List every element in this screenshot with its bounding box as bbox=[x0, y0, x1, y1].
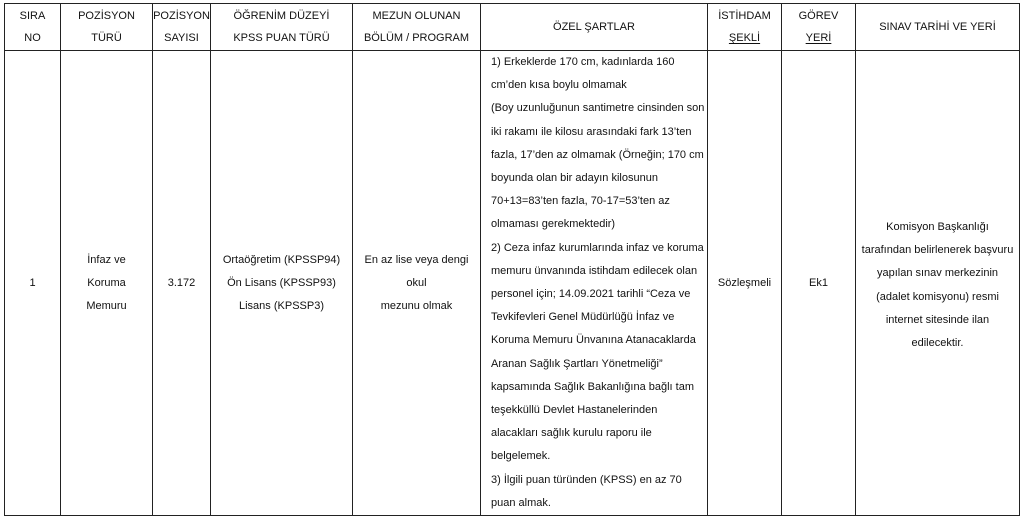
cell-line: Koruma bbox=[87, 276, 126, 289]
header-line: İSTİHDAM bbox=[718, 10, 771, 22]
cell-exam-info bbox=[856, 51, 1020, 516]
header-sira-no bbox=[5, 4, 61, 51]
cell-duty-location: Ek1 bbox=[782, 51, 856, 516]
header-line: KPSS PUAN TÜRÜ bbox=[233, 32, 330, 44]
condition-line: memuru ünvanında istihdam edilecek olan bbox=[491, 264, 698, 277]
exam-line: tarafından belirlenerek başvuru bbox=[861, 244, 1014, 257]
condition-line: 2) Ceza infaz kurumlarında infaz ve koruma bbox=[491, 241, 704, 254]
header-line: ŞEKLİ bbox=[728, 32, 761, 44]
header-sinav-tarihi-ve-yeri bbox=[856, 4, 1020, 51]
header-line: GÖREV bbox=[798, 10, 839, 22]
condition-line: alacakları sağlık kurulu raporu ile bbox=[491, 427, 652, 440]
condition-line: iki rakamı ile kilosu arasındaki fark 13’ten bbox=[491, 125, 692, 138]
condition-line: teşekküllü Devlet Hastanelerinden bbox=[491, 404, 658, 417]
cell-special-conditions bbox=[481, 51, 708, 516]
exam-line: internet sitesinde ilan bbox=[885, 313, 990, 326]
header-line: ÖZEL ŞARTLAR bbox=[553, 21, 635, 33]
header-pozisyon-turu bbox=[61, 4, 153, 51]
header-row bbox=[5, 4, 1020, 51]
exam-line: Komisyon Başkanlığı bbox=[886, 221, 989, 233]
condition-line: Tevkifevleri Genel Müdürlüğü İnfaz ve bbox=[491, 311, 675, 324]
cell-program bbox=[353, 51, 481, 516]
condition-line: 70+13=83’ten fazla, 70-17=53’ten az bbox=[491, 195, 670, 208]
cell-line: En az lise veya dengi okul bbox=[364, 253, 469, 289]
header-pozisyon-sayisi bbox=[153, 4, 211, 51]
header-line: SAYISI bbox=[164, 32, 199, 44]
positions-table bbox=[4, 3, 1020, 516]
condition-line: boyunda olan bir adayın kilosunun bbox=[491, 172, 658, 185]
header-line: ÖĞRENİM DÜZEYİ bbox=[233, 10, 330, 22]
header-line: NO bbox=[24, 32, 41, 44]
cell-line: Ortaöğretim (KPSSP94) bbox=[222, 253, 341, 266]
condition-line: belgelemek. bbox=[491, 450, 551, 463]
condition-line: olmaması gerekmektedir) bbox=[491, 218, 616, 231]
header-istihdam-sekli bbox=[708, 4, 782, 51]
condition-line: 3) İlgili puan türünden (KPSS) en az 70 bbox=[491, 473, 682, 486]
header-line: SIRA bbox=[19, 10, 46, 22]
cell-education bbox=[211, 51, 353, 516]
exam-line: yapılan sınav merkezinin bbox=[876, 267, 999, 280]
condition-line: kapsamında Sağlık Bakanlığına bağlı tam bbox=[491, 380, 695, 393]
header-line: MEZUN OLUNAN bbox=[372, 10, 461, 22]
cell-line: mezunu olmak bbox=[380, 299, 453, 312]
header-line: YERİ bbox=[805, 32, 832, 44]
condition-line: puan almak. bbox=[491, 496, 551, 509]
cell-line: Lisans (KPSSP3) bbox=[239, 299, 324, 312]
cell-sira-no: 1 bbox=[5, 51, 61, 516]
cell-employment-type: Sözleşmeli bbox=[708, 51, 782, 516]
cell-line: Memuru bbox=[86, 299, 127, 312]
header-ozel-sartlar bbox=[481, 4, 708, 51]
header-line: POZİSYON bbox=[78, 10, 135, 22]
cell-line: Ön Lisans (KPSSP93) bbox=[227, 276, 336, 289]
condition-line: (Boy uzunluğunun santimetre cinsinden son bbox=[491, 102, 705, 115]
condition-line: cm’den kısa boylu olmamak bbox=[491, 79, 627, 92]
cell-line: İnfaz ve bbox=[87, 253, 126, 266]
header-gorev-yeri bbox=[782, 4, 856, 51]
condition-line: 1) Erkeklerde 170 cm, kadınlarda 160 bbox=[491, 56, 675, 68]
table-row bbox=[5, 51, 1020, 516]
header-line: TÜRÜ bbox=[91, 32, 122, 44]
exam-line: edilecektir. bbox=[911, 337, 964, 350]
cell-position-count: 3.172 bbox=[153, 51, 211, 516]
cell-position-type bbox=[61, 51, 153, 516]
header-line: BÖLÜM / PROGRAM bbox=[363, 32, 470, 44]
header-line: POZİSYON bbox=[153, 10, 210, 22]
exam-line: (adalet komisyonu) resmi bbox=[876, 290, 999, 303]
condition-line: personel için; 14.09.2021 tarihli “Ceza ve bbox=[491, 288, 691, 301]
condition-line: Koruma Memuru Ünvanına Atanacaklarda bbox=[491, 334, 696, 347]
exam-info-block bbox=[860, 51, 1015, 355]
condition-line: Aranan Sağlık Şartları Yönetmeliği” bbox=[491, 357, 663, 370]
header-ogrenim-duzeyi bbox=[211, 4, 353, 51]
header-mezun-olunan-bolum bbox=[353, 4, 481, 51]
header-line: SINAV TARİHİ VE YERİ bbox=[879, 21, 996, 33]
condition-line: fazla, 17’den az olmamak (Örneğin; 170 cm bbox=[491, 148, 704, 161]
